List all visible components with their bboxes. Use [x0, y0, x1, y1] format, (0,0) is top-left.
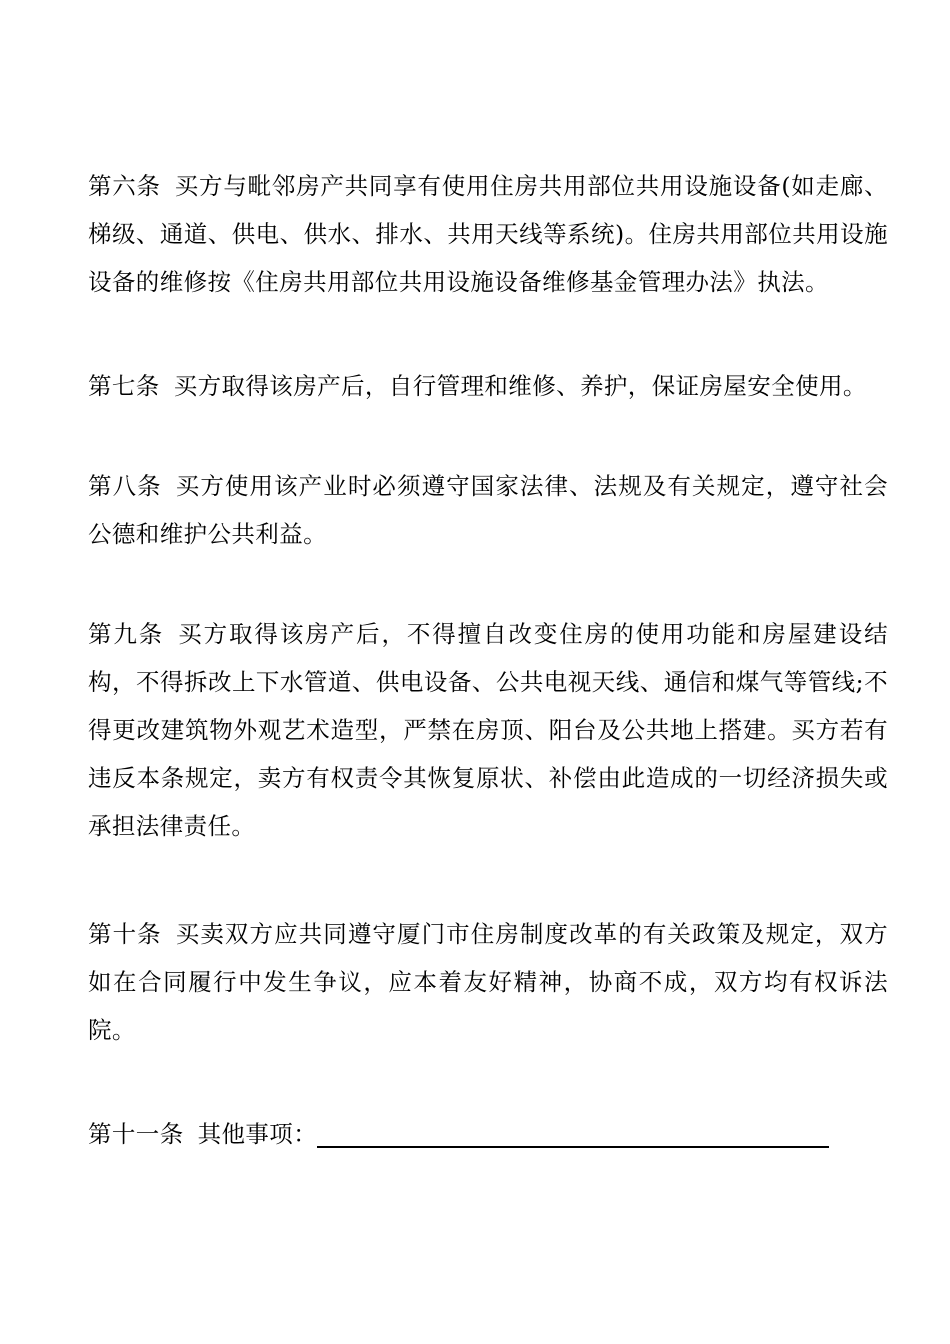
- article-10: [88, 910, 888, 1054]
- article-text: 买方取得该房产后，自行管理和维修、养护，保证房屋安全使用。: [173, 372, 867, 400]
- article-11: [88, 1110, 888, 1158]
- article-text: 买方取得该房产后，不得擅自改变住房的使用功能和房屋建设结构，不得拆改上下水管道、供电设备、公共电视天线、通信和煤气等管线;不得更改建筑物外观艺术造型，严禁在房顶、阳台及公共地上搭建。买方若有违反本条规定，卖方有权责令其恢复原状、补偿由此造成的一切经济损失或承担法律责任。: [88, 620, 889, 840]
- article-6: [88, 162, 888, 306]
- article-number: 第十条: [88, 920, 162, 948]
- other-matters-blank-line[interactable]: [317, 1120, 829, 1148]
- article-number: 第九条: [88, 620, 165, 648]
- article-number: 第八条: [88, 472, 162, 500]
- article-text: 其他事项：: [197, 1120, 318, 1148]
- article-8: [88, 462, 888, 558]
- article-number: 第十一条: [88, 1120, 184, 1148]
- article-text: 买卖双方应共同遵守厦门市住房制度改革的有关政策及规定，双方如在合同履行中发生争议，应本着友好精神，协商不成，双方均有权诉法院。: [88, 920, 889, 1044]
- article-text: 买方使用该产业时必须遵守国家法律、法规及有关规定，遵守社会公德和维护公共利益。: [88, 472, 889, 548]
- article-number: 第六条: [88, 172, 161, 200]
- article-text: 买方与毗邻房产共同享有使用住房共用部位共用设施设备(如走廊、梯级、通道、供电、供水、排水、共用天线等系统)。住房共用部位共用设施设备的维修按《住房共用部位共用设施设备维修基金管理办法》执法。: [88, 172, 888, 296]
- article-9: [88, 610, 888, 850]
- article-7: [88, 362, 888, 410]
- article-number: 第七条: [88, 372, 160, 400]
